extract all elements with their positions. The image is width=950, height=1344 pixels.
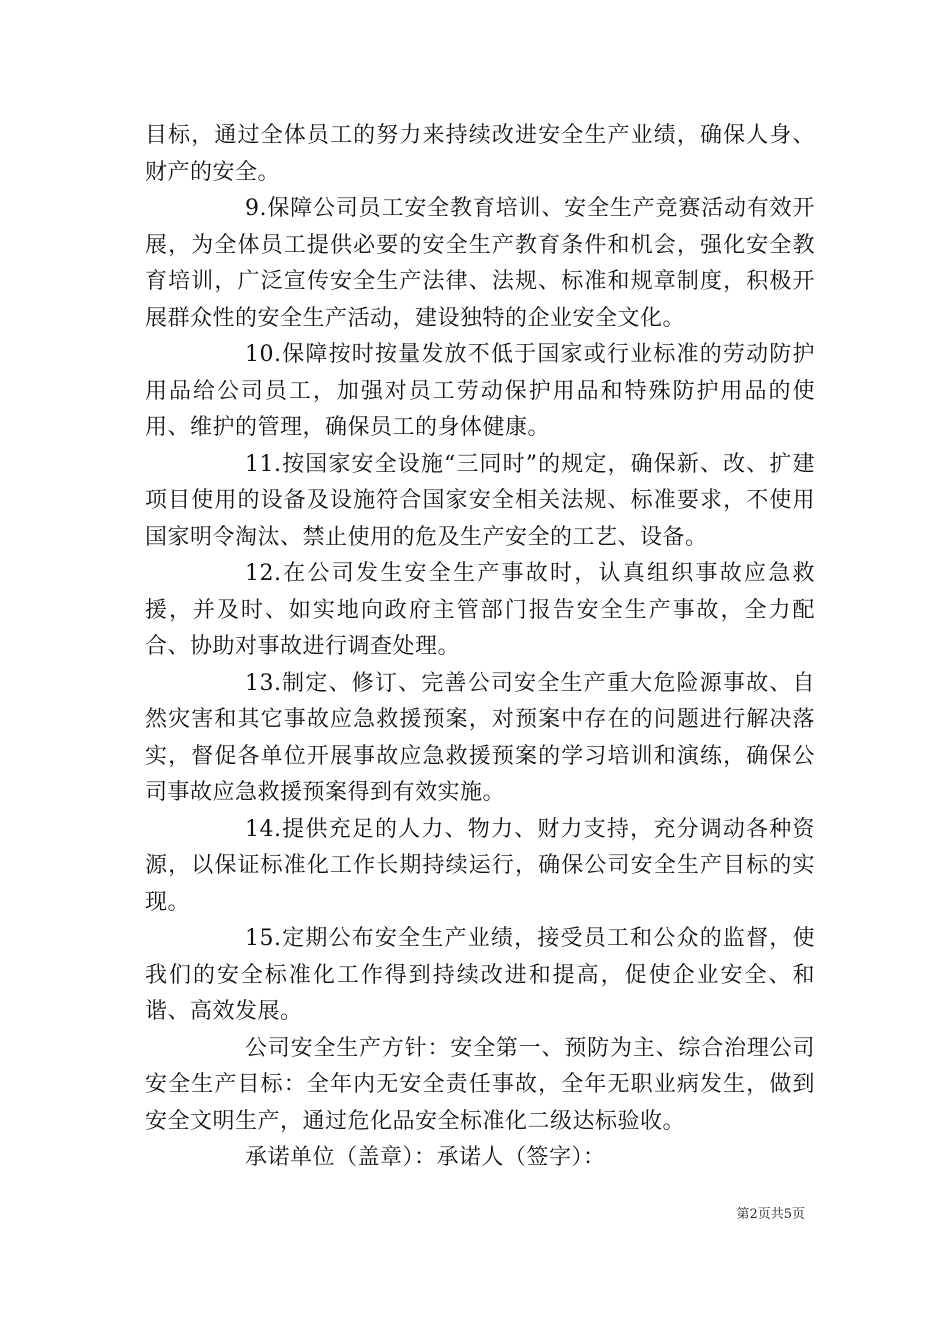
paragraph-item-13: 13.制定、修订、完善公司安全生产重大危险源事故、自然灾害和其它事故应急救援预案，对预案中存在的问题进行解决落实，督促各单位开展事故应急救援预案的学习培训和演练，确保公司事故应急救援预案得到有效实施。: [145, 670, 815, 805]
paragraph-policy: 公司安全生产方针：安全第一、预防为主、综合治理公司安全生产目标：全年内无安全责任事故，全年无职业病发生，做到安全文明生产，通过危化品安全标准化二级达标验收。: [145, 1035, 815, 1134]
paragraph-item-12: 12.在公司发生安全生产事故时，认真组织事故应急救援，并及时、如实地向政府主管部门报告安全生产事故，全力配合、协助对事故进行调查处理。: [145, 561, 815, 659]
paragraph-item-9: 9.保障公司员工安全教育培训、安全生产竞赛活动有效开展，为全体员工提供必要的安全生产教育条件和机会，强化安全教育培训，广泛宣传安全生产法律、法规、标准和规章制度，积极开展群众性的安全生产活动，建设独特的企业安全文化。: [145, 196, 815, 331]
document-body: [145, 118, 815, 1177]
paragraph-item-10: 10.保障按时按量发放不低于国家或行业标准的劳动防护用品给公司员工，加强对员工劳动保护用品和特殊防护用品的使用、维护的管理，确保员工的身体健康。: [145, 342, 815, 440]
page-number: 第2页共5页: [736, 1207, 805, 1222]
signature-line: 承诺单位（盖章）：承诺人（签字）：: [245, 1145, 606, 1170]
paragraph-item-14: 14.提供充足的人力、物力、财力支持，充分调动各种资源，以保证标准化工作长期持续运行，确保公司安全生产目标的实现。: [145, 816, 815, 915]
paragraph-1: 目标，通过全体员工的努力来持续改进安全生产业绩，确保人身、财产的安全。: [145, 123, 815, 185]
paragraph-item-11: 11.按国家安全设施“三同时”的规定，确保新、改、扩建项目使用的设备及设施符合国家安全相关法规、标准要求，不使用国家明令淘汰、禁止使用的危及生产安全的工艺、设备。: [145, 451, 815, 550]
paragraph-item-15: 15.定期公布安全生产业绩，接受员工和公众的监督，使我们的安全标准化工作得到持续改进和提高，促使企业安全、和谐、高效发展。: [145, 926, 815, 1024]
